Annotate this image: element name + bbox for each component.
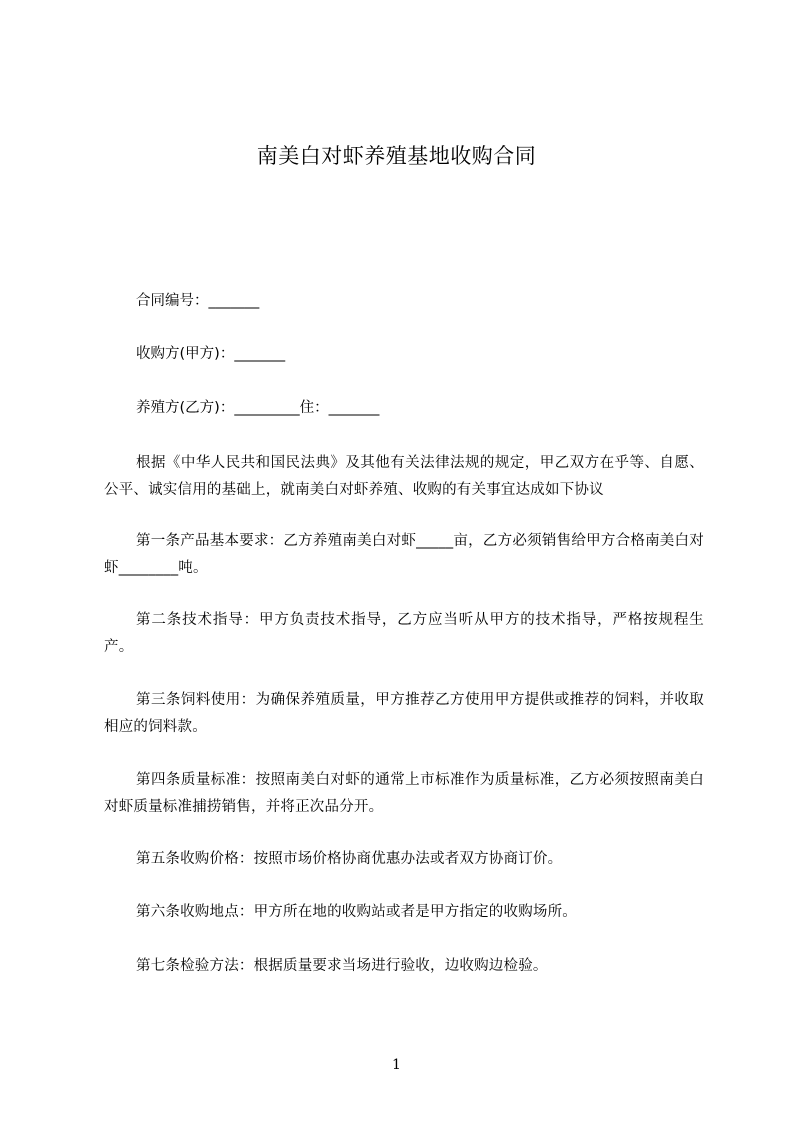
buyer-field: 收购方(甲方)：_______: [136, 346, 286, 362]
preamble-paragraph: 根据《中华人民共和国民法典》及其他有关法律法规的规定，甲乙双方在乎等、自愿、公平、诚实信用的基础上，就南美白对虾养殖、收购的有关事宜达成如下协议: [104, 455, 704, 498]
contract-number-field: 合同编号：_______: [136, 293, 260, 309]
article-4-paragraph: 第四条质量标准：按照南美白对虾的通常上市标准作为质量标准，乙方必须按照南美白对虾质量标准捕捞销售，并将正次品分开。: [104, 772, 704, 815]
article-3-paragraph: 第三条饲料使用：为确保养殖质量，甲方推荐乙方使用甲方提供或推荐的饲料，并收取相应的饲料款。: [104, 692, 704, 735]
article-5-paragraph: 第五条收购价格：按照市场价格协商优惠办法或者双方协商订价。: [136, 851, 563, 867]
article-2-paragraph: 第二条技术指导：甲方负责技术指导，乙方应当听从甲方的技术指导，严格按规程生产。: [104, 612, 704, 655]
document-title: 南美白对虾养殖基地收购合同: [256, 144, 537, 168]
farmer-field: 养殖方(乙方)：_________住：_______: [136, 400, 380, 416]
page-number: 1: [392, 1057, 401, 1073]
article-6-paragraph: 第六条收购地点：甲方所在地的收购站或者是甲方指定的收购场所。: [136, 904, 577, 920]
article-1-paragraph: 第一条产品基本要求：乙方养殖南美白对虾_____亩，乙方必须销售给甲方合格南美白对虾________吨。: [104, 533, 704, 576]
article-7-paragraph: 第七条检验方法：根据质量要求当场进行验收，边收购边检验。: [136, 958, 548, 974]
